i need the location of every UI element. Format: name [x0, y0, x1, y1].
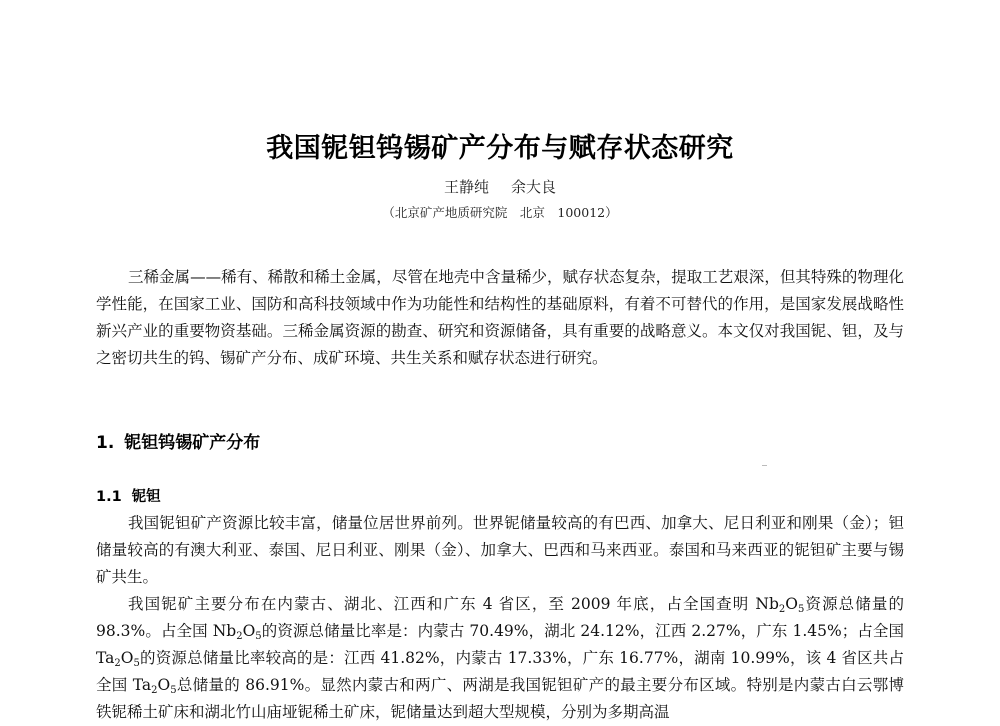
- author-name: 余大良: [511, 178, 557, 196]
- author-name: 王静纯: [443, 178, 489, 196]
- subsection-heading: [96, 485, 161, 506]
- abstract-paragraph: 三稀金属——稀有、稀散和稀土金属，尽管在地壳中含量稀少，赋存状态复杂，提取工艺艰深，但其特殊的物理化学性能，在国家工业、国防和高科技领域中作为功能性和结构性的基础原料，有着不可替代的作用，是国家发展战略性新兴产业的重要物资基础。三稀金属资源的勘查、研究和资源储备，具有重要的战略意义。本文仅对我国铌、钽，及与之密切共生的钨、锡矿产分布、成矿环境、共生关系和赋存状态进行研究。: [96, 268, 904, 367]
- paragraph-text: O: [242, 622, 256, 640]
- subscript: 5: [255, 631, 262, 642]
- paragraph-text: 资源总储量的 98.3%。占全国 Nb: [96, 595, 904, 640]
- subscript: 2: [236, 631, 243, 642]
- subsection-title: 铌钽: [131, 489, 161, 505]
- paragraph-text: 的资源总储量比率较高的是：江西 41.82%，内蒙古 17.33%，广东 16.77%，湖南 10.99%，该 4 省区共占全国 Ta: [96, 649, 904, 694]
- section-heading: [96, 428, 260, 453]
- section-title: 铌钽钨锡矿产分布: [124, 433, 261, 453]
- author-list: [0, 176, 1000, 197]
- paragraph-text: O: [120, 649, 134, 667]
- subscript: 5: [170, 685, 177, 696]
- paragraph-text: 我国铌矿主要分布在内蒙古、湖北、江西和广东 4 省区，至 2009 年底，占全国查明 Nb: [128, 595, 779, 613]
- subscript: 2: [778, 604, 786, 615]
- subscript: 5: [797, 604, 805, 615]
- paragraph-text: O: [785, 595, 798, 613]
- subscript: 2: [151, 685, 158, 696]
- paragraph-text: 的资源总储量比率是：内蒙古 70.49%，湖北 24.12%，江西 2.27%，广东 1.45%；占全国 Ta: [96, 622, 904, 667]
- paragraph-text: 总储量的 86.91%。显然内蒙古和两广、两湖是我国铌钽矿产的最主要分布区域。特别是内蒙古白云鄂博铁铌稀土矿床和湖北竹山庙垭铌稀土矿床，铌储量达到超大型规模，分别为多期高温: [96, 676, 904, 721]
- subscript: 5: [133, 658, 140, 669]
- body-paragraph: [96, 591, 904, 726]
- author-affiliation: （北京矿产地质研究院 北京 100012）: [382, 205, 618, 220]
- section-number: 1.: [96, 433, 115, 453]
- paragraph-text: O: [157, 676, 171, 694]
- subsection-number: 1.1: [96, 489, 122, 505]
- scan-artifact: [762, 465, 767, 466]
- subscript: 2: [114, 658, 121, 669]
- paper-title: 我国铌钽钨锡矿产分布与赋存状态研究: [266, 133, 734, 164]
- body-paragraph: 我国铌钽矿产资源比较丰富，储量位居世界前列。世界铌储量较高的有巴西、加拿大、尼日利亚和刚果（金）；钽储量较高的有澳大利亚、泰国、尼日利亚、刚果（金）、加拿大、巴西和马来西亚。泰国和马来西亚的铌钽矿主要与锡矿共生。: [96, 514, 904, 586]
